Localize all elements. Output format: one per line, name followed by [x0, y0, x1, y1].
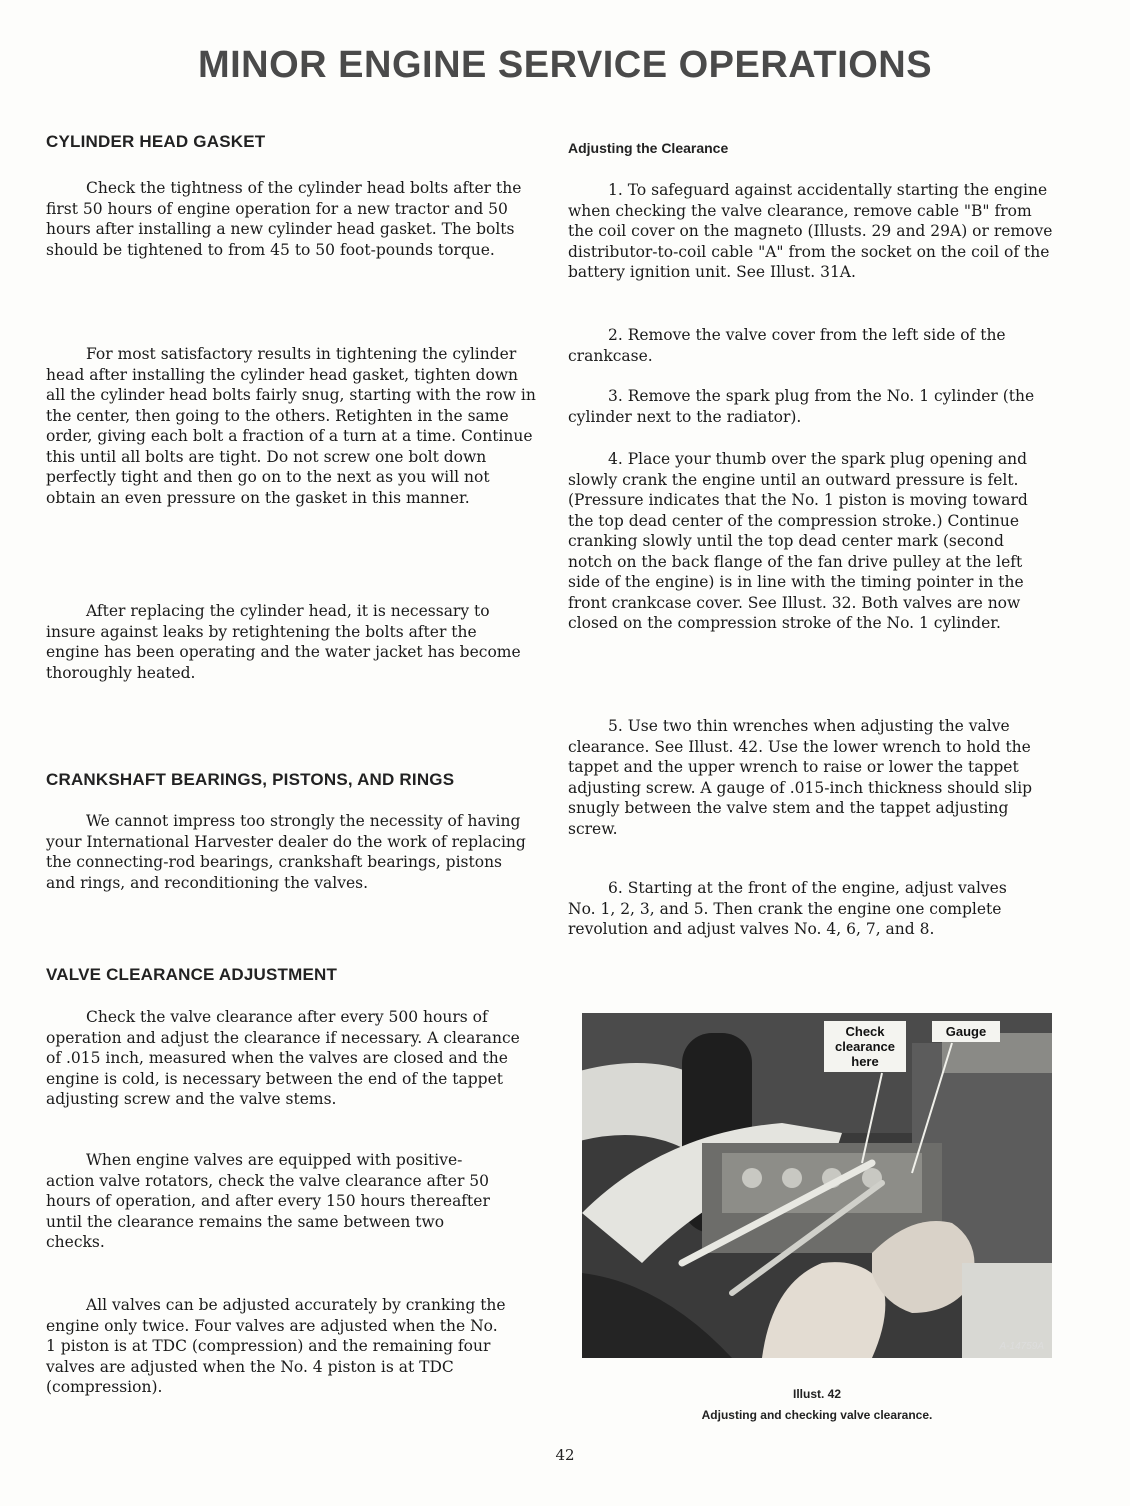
paragraph-valve-clearance-1: Check the valve clearance after every 500 hours of operation and adjust the clearance if necessary. A clearance of .015 inch, measured when the valves are closed and the engine is cold, is necessary between the end of the tappet adjusting screw and the valve stems. [46, 1008, 520, 1108]
step-4: 4. Place your thumb over the spark plug opening and slowly crank the engine until an outward pressure is felt. (Pressure indicates that the No. 1 piston is moving toward the top dead center of the compression stroke.) Continue cranking slowly until the top dead center mark (second notch on the back flange of the fan drive pulley at the left side of the engine) is in line with the timing pointer in the front crankcase cover. See Illust. 32. Both valves are now closed on the compression stroke of the No. 1 cylinder. [568, 450, 1028, 632]
figure-caption-number: Illust. 42 [792, 1387, 842, 1401]
figure-caption-text: Adjusting and checking valve clearance. [701, 1408, 933, 1422]
section-heading-valve-clearance: VALVE CLEARANCE ADJUSTMENT [46, 965, 338, 984]
paragraph-valve-clearance-3: All valves can be adjusted accurately by cranking the engine only twice. Four valves are adjusted when the No. 1 piston is at TDC (compression) and the remaining four valves are adjusted when the No. 4 piston is at TDC (compression). [46, 1296, 506, 1396]
paragraph-cylinder-head-3: After replacing the cylinder head, it is necessary to insure against leaks by retightening the bolts after the engine has been operating and the water jacket has become thoroughly heated. [46, 602, 521, 682]
subheading-adjusting-clearance: Adjusting the Clearance [568, 140, 729, 156]
step-3: 3. Remove the spark plug from the No. 1 cylinder (the cylinder next to the radiator). [568, 387, 1035, 426]
plate-number: A-14759A [999, 1341, 1044, 1352]
step-6: 6. Starting at the front of the engine, adjust valves No. 1, 2, 3, and 5. Then crank the engine one complete revolution and adjust valves No. 4, 6, 7, and 8. [568, 879, 1007, 938]
step-2: 2. Remove the valve cover from the left side of the crankcase. [568, 326, 1006, 365]
paragraph-cylinder-head-2: For most satisfactory results in tightening the cylinder head after installing the cylinder head gasket, tighten down all the cylinder head bolts fairly snug, starting with the row in the center, then going to the others. Retighten in the same order, giving each bolt a fraction of a turn at a time. Continue this until all bolts are tight. Do not screw one bolt down perfectly tight and then go on to the next as you will not obtain an even pressure on the gasket in this manner. [46, 345, 536, 507]
paragraph-cylinder-head-1: Check the tightness of the cylinder head bolts after the first 50 hours of engine operation for a new tractor and 50 hours after installing a new cylinder head gasket. The bolts should be tightened to from 45 to 50 foot-pounds torque. [46, 179, 522, 259]
step-1: 1. To safeguard against accidentally starting the engine when checking the valve clearance, remove cable "B" from the coil cover on the magneto (Illusts. 29 and 29A) or remove distributor-to-coil cable "A" from the socket on the coil of the battery ignition unit. See Illust. 31A. [568, 181, 1053, 281]
section-heading-cylinder-head: CYLINDER HEAD GASKET [46, 132, 266, 151]
callout-check-clearance: Check clearance here [824, 1021, 906, 1072]
callout-gauge: Gauge [932, 1021, 1000, 1042]
page-title: MINOR ENGINE SERVICE OPERATIONS [197, 44, 933, 86]
paragraph-valve-clearance-2: When engine valves are equipped with positive-action valve rotators, check the valve clearance after 50 hours of operation, and after every 150 hours thereafter until the clearance remains the same between two checks. [46, 1151, 490, 1251]
step-5: 5. Use two thin wrenches when adjusting the valve clearance. See Illust. 42. Use the lower wrench to hold the tappet and the upper wrench to raise or lower the tappet adjusting screw. A gauge of .015-inch thickness should slip snugly between the valve stem and the tappet adjusting screw. [568, 717, 1033, 838]
paragraph-crankshaft: We cannot impress too strongly the necessity of having your International Harvester dealer do the work of replacing the connecting-rod bearings, crankshaft bearings, pistons and rings, and reconditioning the valves. [46, 812, 526, 892]
page-number: 42 [555, 1446, 575, 1464]
section-heading-crankshaft: CRANKSHAFT BEARINGS, PISTONS, AND RINGS [46, 770, 455, 789]
illustration-valve-adjustment [582, 1013, 1052, 1358]
engine-photo-drawing [582, 1013, 1052, 1358]
